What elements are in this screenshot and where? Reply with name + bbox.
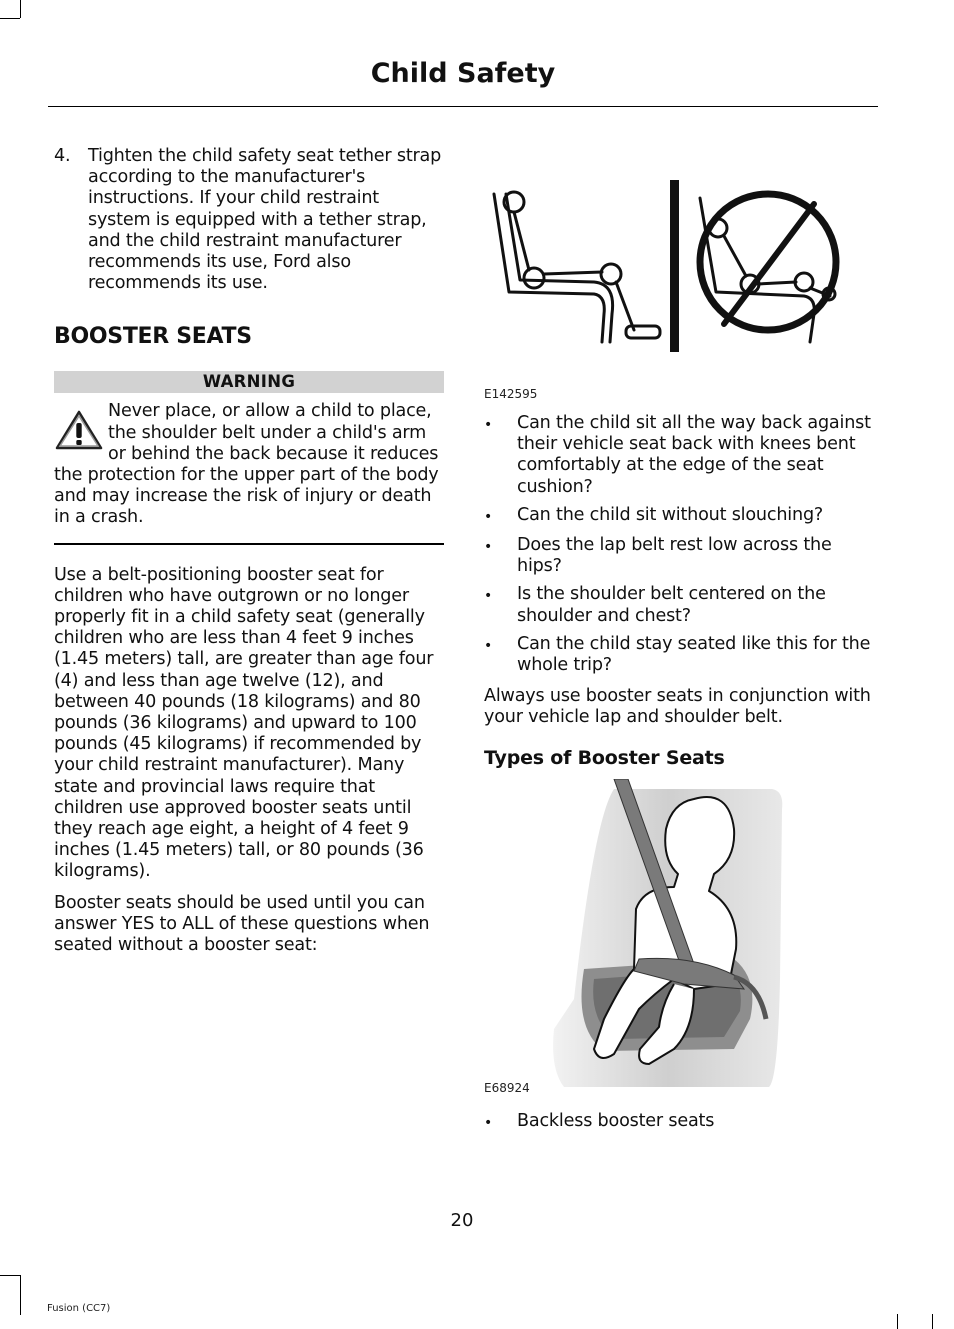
left-column [54, 146, 444, 966]
list-item-text: Is the shoulder belt centered on the shoulder and chest? [517, 584, 826, 626]
right-column [484, 146, 879, 1141]
warning-triangle-icon [54, 409, 104, 451]
bullet: • [484, 1114, 493, 1131]
list-item [484, 584, 879, 626]
crop-mark [897, 1314, 898, 1329]
warning-label: WARNING [54, 371, 444, 393]
bullet: • [484, 508, 493, 525]
warning-body [54, 401, 444, 528]
question-list [484, 413, 879, 676]
sub-heading: Types of Booster Seats [484, 746, 725, 769]
footer-model: Fusion (CC7) [47, 1303, 111, 1314]
crop-mark [0, 18, 20, 19]
list-item [484, 634, 879, 676]
list-item [484, 505, 879, 528]
paragraph: Booster seats should be used until you can answer YES to ALL of these questions when seated without a booster seat: [54, 892, 430, 956]
figure-code: E142595 [484, 387, 538, 401]
bullet: • [484, 539, 493, 556]
list-item [484, 535, 879, 577]
list-item-text: Can the child stay seated like this for the whole trip? [517, 633, 871, 676]
bullet: • [484, 637, 493, 654]
bullet: • [484, 417, 493, 433]
bullet: • [484, 588, 493, 605]
crop-mark [20, 1275, 21, 1315]
warning-text: Never place, or allow a child to place, the shoulder belt under a child's arm or behind the back because it reduces the protection for the upper part of the body and may increase the risk of injury or death in a crash. [54, 401, 439, 528]
list-item-text: Does the lap belt rest low across the hips? [517, 535, 832, 577]
crop-mark [932, 1314, 933, 1329]
page-number: 20 [450, 1210, 474, 1231]
step-text: Tighten the child safety seat tether strap according to the manufacturer's instructions. If your child restraint system is equipped with a tether strap, and the child restraint manufacturer recommends its use, Ford also recommends its use. [88, 146, 442, 294]
list-item [484, 413, 879, 498]
list-item-text: Can the child sit all the way back against their vehicle seat back with knees bent comfortably at the edge of the seat cushion? [517, 413, 871, 497]
step-item [54, 146, 444, 294]
section-heading: BOOSTER SEATS [54, 324, 252, 350]
header-rule [48, 106, 878, 107]
warning-divider [54, 543, 444, 545]
list-item-text: Can the child sit without slouching? [517, 504, 824, 525]
booster-type-list [484, 1111, 879, 1134]
seating-posture-illustration [484, 174, 879, 394]
page-title: Child Safety [370, 58, 556, 89]
paragraph: Always use booster seats in conjunction with your vehicle lap and shoulder belt. [484, 686, 871, 728]
list-item-text: Backless booster seats [517, 1110, 715, 1131]
figure-code: E68924 [484, 1080, 530, 1095]
crop-mark [0, 1275, 20, 1276]
list-item [484, 1111, 879, 1134]
step-number: 4. [54, 146, 71, 166]
backless-booster-illustration [544, 779, 844, 1091]
figure-posture [484, 146, 879, 386]
paragraph: Use a belt-positioning booster seat for children who have outgrown or no longer properly fit in a child safety seat (generally children who are less than 4 feet 9 inches (1.45 meters) tall, are greater than age four (4) and less than age twelve (12), and between 40 pounds (18 kilograms) and 80 pounds (36 kilograms) and upward to 100 pounds (45 kilograms) if recommended by your child restraint manufacturer). Many state and provincial laws require that children use approved booster seats until they reach age eight, a height of 4 feet 9 inches (1.45 meters) tall, or 80 pounds (36 kilograms). [54, 564, 434, 882]
figure-booster [484, 779, 879, 1091]
crop-mark [20, 0, 21, 18]
